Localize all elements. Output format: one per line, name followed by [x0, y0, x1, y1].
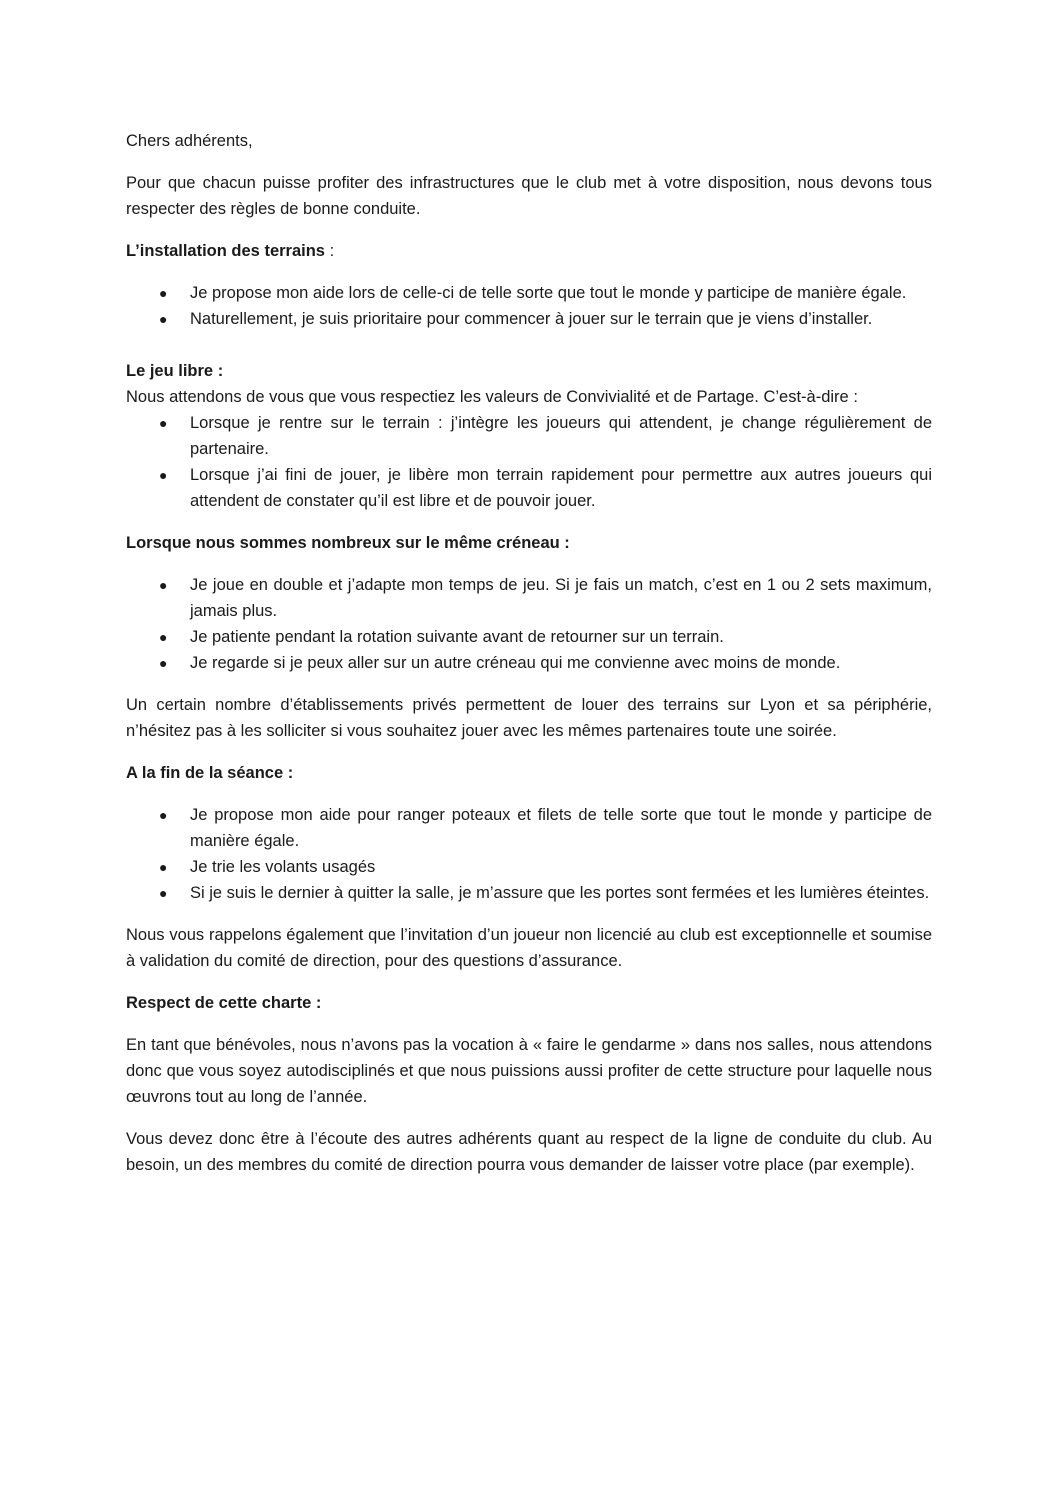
nombreux-note: Un certain nombre d’établissements privés permettent de louer des terrains sur Lyon et sa périphérie, n’hésitez pas à les solliciter si vous souhaitez jouer avec les mêmes partenaires toute une soirée.	[126, 696, 932, 740]
fin-list	[126, 802, 932, 906]
list-item-text: Lorsque je rentre sur le terrain : j’intègre les joueurs qui attendent, je change régulièrement de partenaire.	[190, 414, 932, 458]
list-item	[126, 280, 932, 306]
bullet-icon: ●	[159, 885, 168, 901]
bullet-icon: ●	[159, 577, 168, 593]
list-item-text: Naturellement, je suis prioritaire pour commencer à jouer sur le terrain que je viens d’installer.	[190, 310, 873, 328]
bullet-icon: ●	[159, 285, 168, 301]
nombreux-heading: Lorsque nous sommes nombreux sur le même créneau :	[126, 534, 570, 552]
list-item-text: Je patiente pendant la rotation suivante avant de retourner sur un terrain.	[190, 628, 724, 646]
greeting: Chers adhérents,	[126, 132, 253, 150]
nombreux-list	[126, 572, 932, 676]
list-item	[126, 880, 932, 906]
bullet-icon: ●	[159, 311, 168, 327]
list-item	[126, 306, 932, 332]
bullet-icon: ●	[159, 467, 168, 483]
list-item-text: Je trie les volants usagés	[190, 858, 376, 876]
respect-paragraph-1: En tant que bénévoles, nous n’avons pas la vocation à « faire le gendarme » dans nos salles, nous attendons donc que vous soyez autodisciplinés et que nous puissions aussi profiter de cette structure pour laquelle nous œuvrons tout au long de l’année.	[126, 1036, 932, 1106]
fin-note: Nous vous rappelons également que l’invitation d’un joueur non licencié au club est exceptionnelle et soumise à validation du comité de direction, pour des questions d’assurance.	[126, 926, 932, 970]
intro-paragraph: Pour que chacun puisse profiter des infrastructures que le club met à votre disposition, nous devons tous respecter des règles de bonne conduite.	[126, 174, 932, 218]
document-page	[126, 128, 932, 1178]
respect-paragraph-2: Vous devez donc être à l’écoute des autres adhérents quant au respect de la ligne de conduite du club. Au besoin, un des membres du comité de direction pourra vous demander de laisser votre place (par exemple).	[126, 1130, 932, 1174]
bullet-icon: ●	[159, 859, 168, 875]
bullet-icon: ●	[159, 629, 168, 645]
list-item	[126, 462, 932, 514]
list-item-text: Si je suis le dernier à quitter la salle, je m’assure que les portes sont fermées et les lumières éteintes.	[190, 884, 930, 902]
installation-heading	[126, 238, 932, 264]
list-item	[126, 410, 932, 462]
list-item-text: Je regarde si je peux aller sur un autre créneau qui me convienne avec moins de monde.	[190, 654, 841, 672]
jeu-libre-list	[126, 410, 932, 514]
bullet-icon: ●	[159, 807, 168, 823]
list-item	[126, 802, 932, 854]
fin-heading: A la fin de la séance :	[126, 764, 294, 782]
installation-list	[126, 280, 932, 332]
jeu-libre-heading: Le jeu libre :	[126, 362, 224, 380]
list-item-text: Je propose mon aide lors de celle-ci de telle sorte que tout le monde y participe de manière égale.	[190, 284, 907, 302]
jeu-libre-intro: Nous attendons de vous que vous respectiez les valeurs de Convivialité et de Partage. C’est-à-dire :	[126, 388, 858, 406]
list-item	[126, 572, 932, 624]
list-item	[126, 854, 932, 880]
respect-heading: Respect de cette charte :	[126, 994, 322, 1012]
installation-heading-text: L’installation des terrains	[126, 242, 325, 260]
installation-heading-suffix: :	[324, 242, 335, 260]
list-item-text: Je propose mon aide pour ranger poteaux et filets de telle sorte que tout le monde y participe de manière égale.	[190, 806, 932, 850]
list-item	[126, 650, 932, 676]
list-item-text: Lorsque j’ai fini de jouer, je libère mon terrain rapidement pour permettre aux autres joueurs qui attendent de constater qu’il est libre et de pouvoir jouer.	[190, 466, 932, 510]
list-item-text: Je joue en double et j’adapte mon temps de jeu. Si je fais un match, c’est en 1 ou 2 sets maximum, jamais plus.	[190, 576, 932, 620]
bullet-icon: ●	[159, 655, 168, 671]
bullet-icon: ●	[159, 415, 168, 431]
list-item	[126, 624, 932, 650]
